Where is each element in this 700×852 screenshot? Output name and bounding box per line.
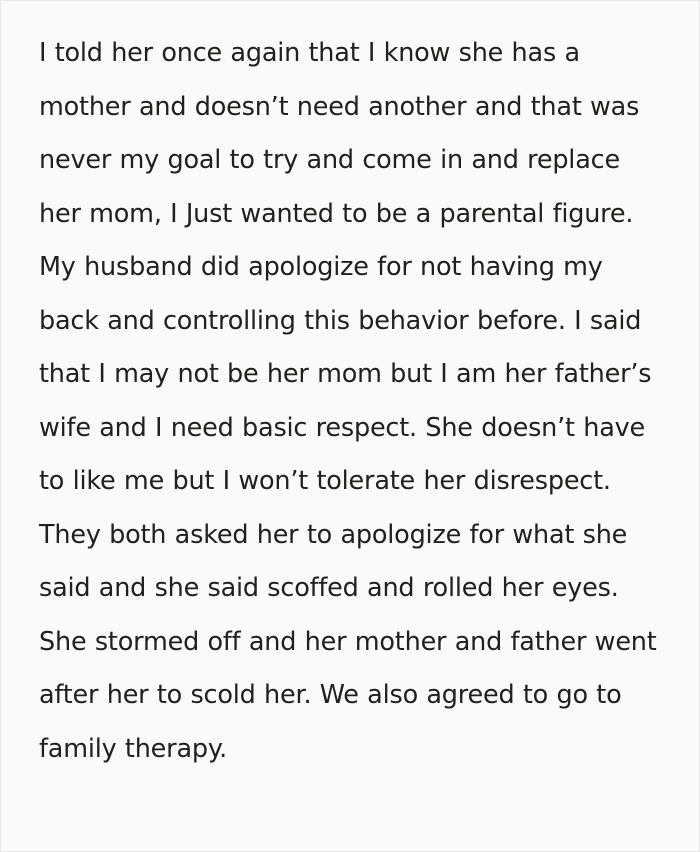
story-body-text: I told her once again that I know she has a mother and doesn’t need another and that was never my goal to try and come in and replace her mom, I Just wanted to be a parental figure. My husband did apologize for not having my back and controlling this behavior before. I said that I may not be her mom but I am her father’s wife and I need basic respect. She doesn’t have to like me but I won’t tolerate her disrespect. They both asked her to apologize for what she said and she said scoffed and rolled her eyes. She stormed off and her mother and father went after her to scold her. We also agreed to go to family therapy. — [39, 38, 665, 764]
